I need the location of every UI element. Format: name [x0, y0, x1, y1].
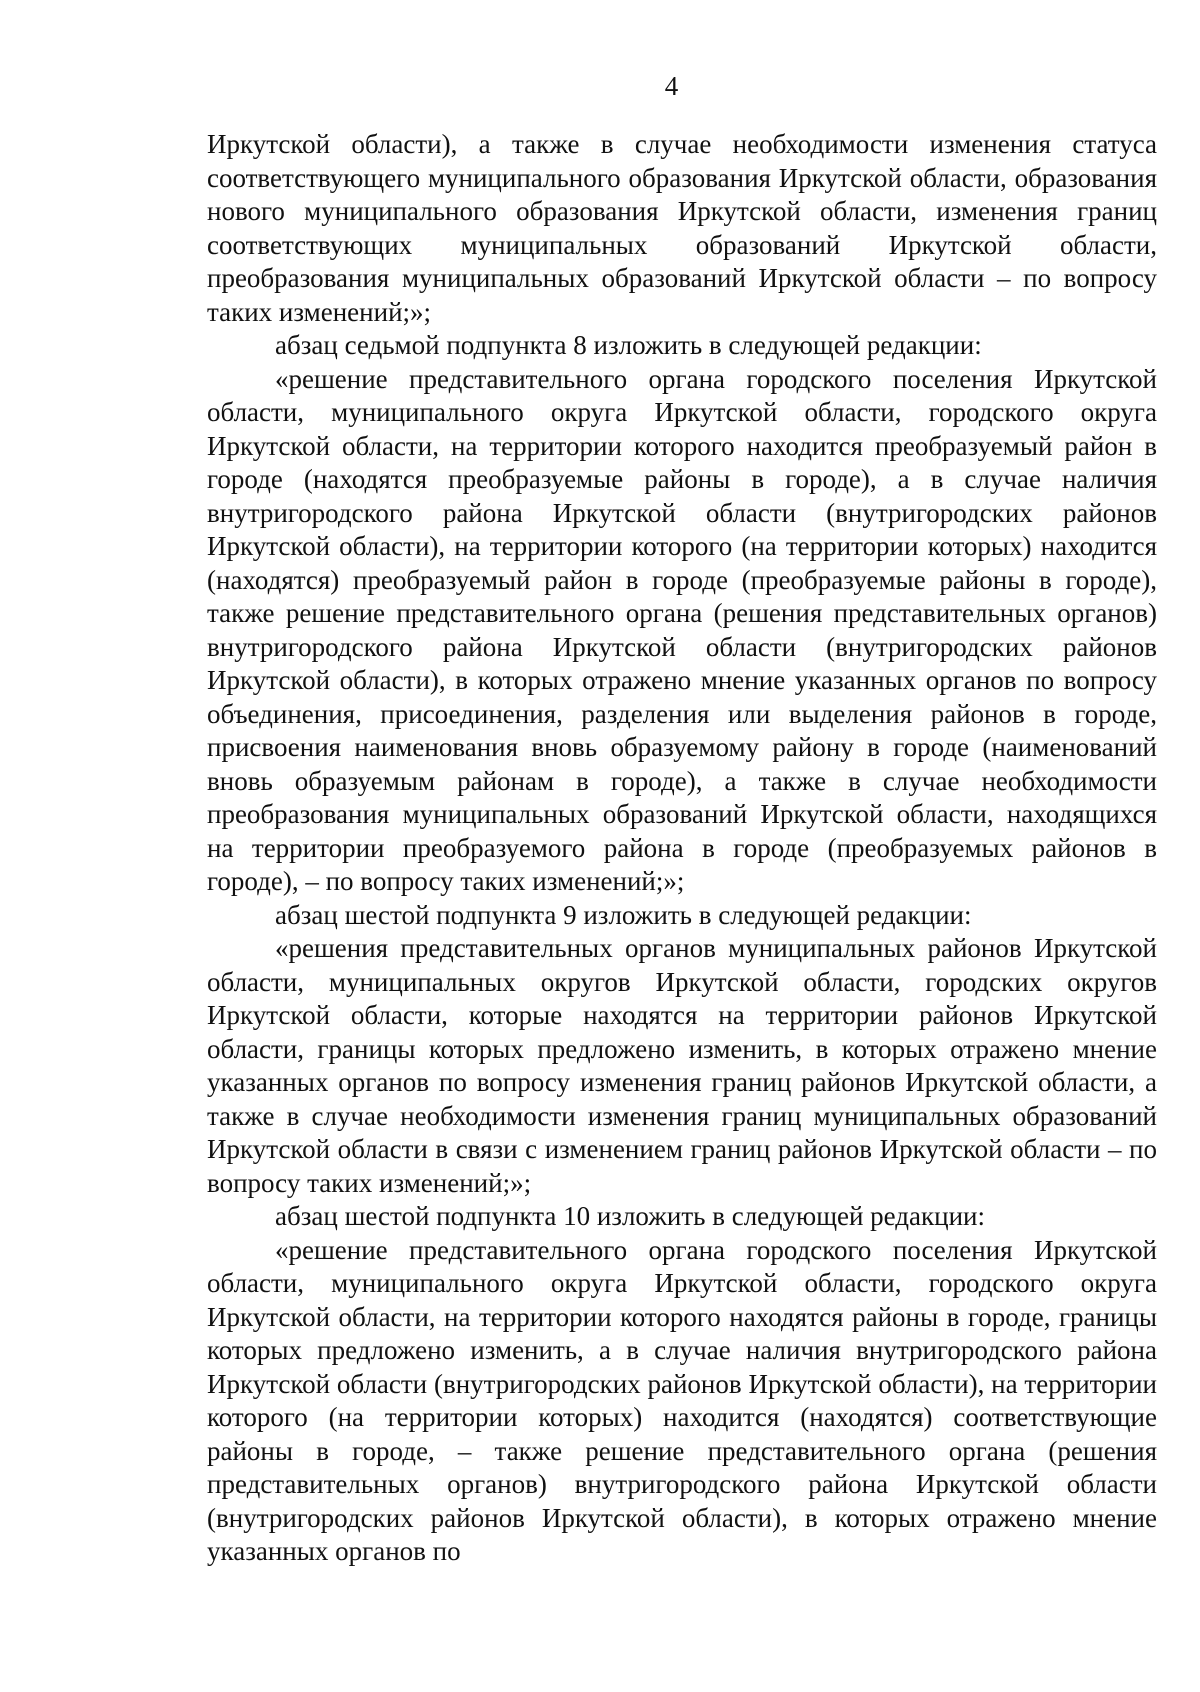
paragraph-amendment-text-9: «решения представительных органов муниципальных районов Иркутской области, муниципальных округов Иркутской области, городских округов Иркутской области, которые находятся на территории районов Иркутской области, границы которых предложено изменить, в которых отражено мнение указанных органов по вопросу изменения границ районов Иркутской области, а также в случае необходимости изменения границ муниципальных образований Иркутской области в связи с изменением границ районов Иркутской области – по вопросу таких изменений;»; — [207, 933, 1157, 1198]
paragraph-amendment-text-10: «решение представительного органа городского поселения Иркутской области, муниципального округа Иркутской области, городского округа Иркутской области, на территории которого находятся районы в городе, границы которых предложено изменить, а в случае наличия внутригородского района Иркутской области (внутригородских районов Иркутской области), на территории которого (на территории которых) находится (находятся) соответствующие районы в городе, – также решение представительного органа (решения представительных органов) внутригородского района Иркутской области (внутригородских районов Иркутской области), в которых отражено мнение указанных органов по — [207, 1234, 1157, 1566]
paragraph-continuation: Иркутской области), а также в случае необходимости изменения статуса соответствующего муниципального образования Иркутской области, образования нового муниципального образования Иркутской области, изменения границ соответствующих муниципальных образований Иркутской области, преобразования муниципальных образований Иркутской области – по вопросу таких изменений;»; — [207, 129, 1157, 327]
paragraph-amendment-intro-10: абзац шестой подпункта 10 изложить в следующей редакции: — [275, 1201, 985, 1231]
paragraph-amendment-intro-8: абзац седьмой подпункта 8 изложить в следующей редакции: — [275, 330, 982, 360]
paragraph-amendment-intro-9: абзац шестой подпункта 9 изложить в следующей редакции: — [275, 899, 972, 930]
paragraph-amendment-text-8: «решение представительного органа городского поселения Иркутской области, муниципального округа Иркутской области, городского округа Иркутской области, на территории которого находится преобразуемый район в городе (находятся преобразуемые районы в городе), а в случае наличия внутригородского района Иркутской области (внутригородских районов Иркутской области), на территории которого (на территории которых) находится (находятся) преобразуемый район в городе (преобразуемые районы в городе), также решение представительного органа (решения представительных органов) внутригородского района Иркутской области (внутригородских районов Иркутской области), в которых отражено мнение указанных органов по вопросу объединения, присоединения, разделения или выделения районов в городе, присвоения наименования вновь образуемому району в городе (наименований вновь образуемым районам в городе), а также в случае необходимости преобразования муниципальных образований Иркутской области, находящихся на территории преобразуемого района в городе (преобразуемых районов в городе), – по вопросу таких изменений;»; — [207, 363, 1157, 896]
page-number: 4 — [664, 71, 679, 101]
document-body — [207, 128, 1157, 1569]
